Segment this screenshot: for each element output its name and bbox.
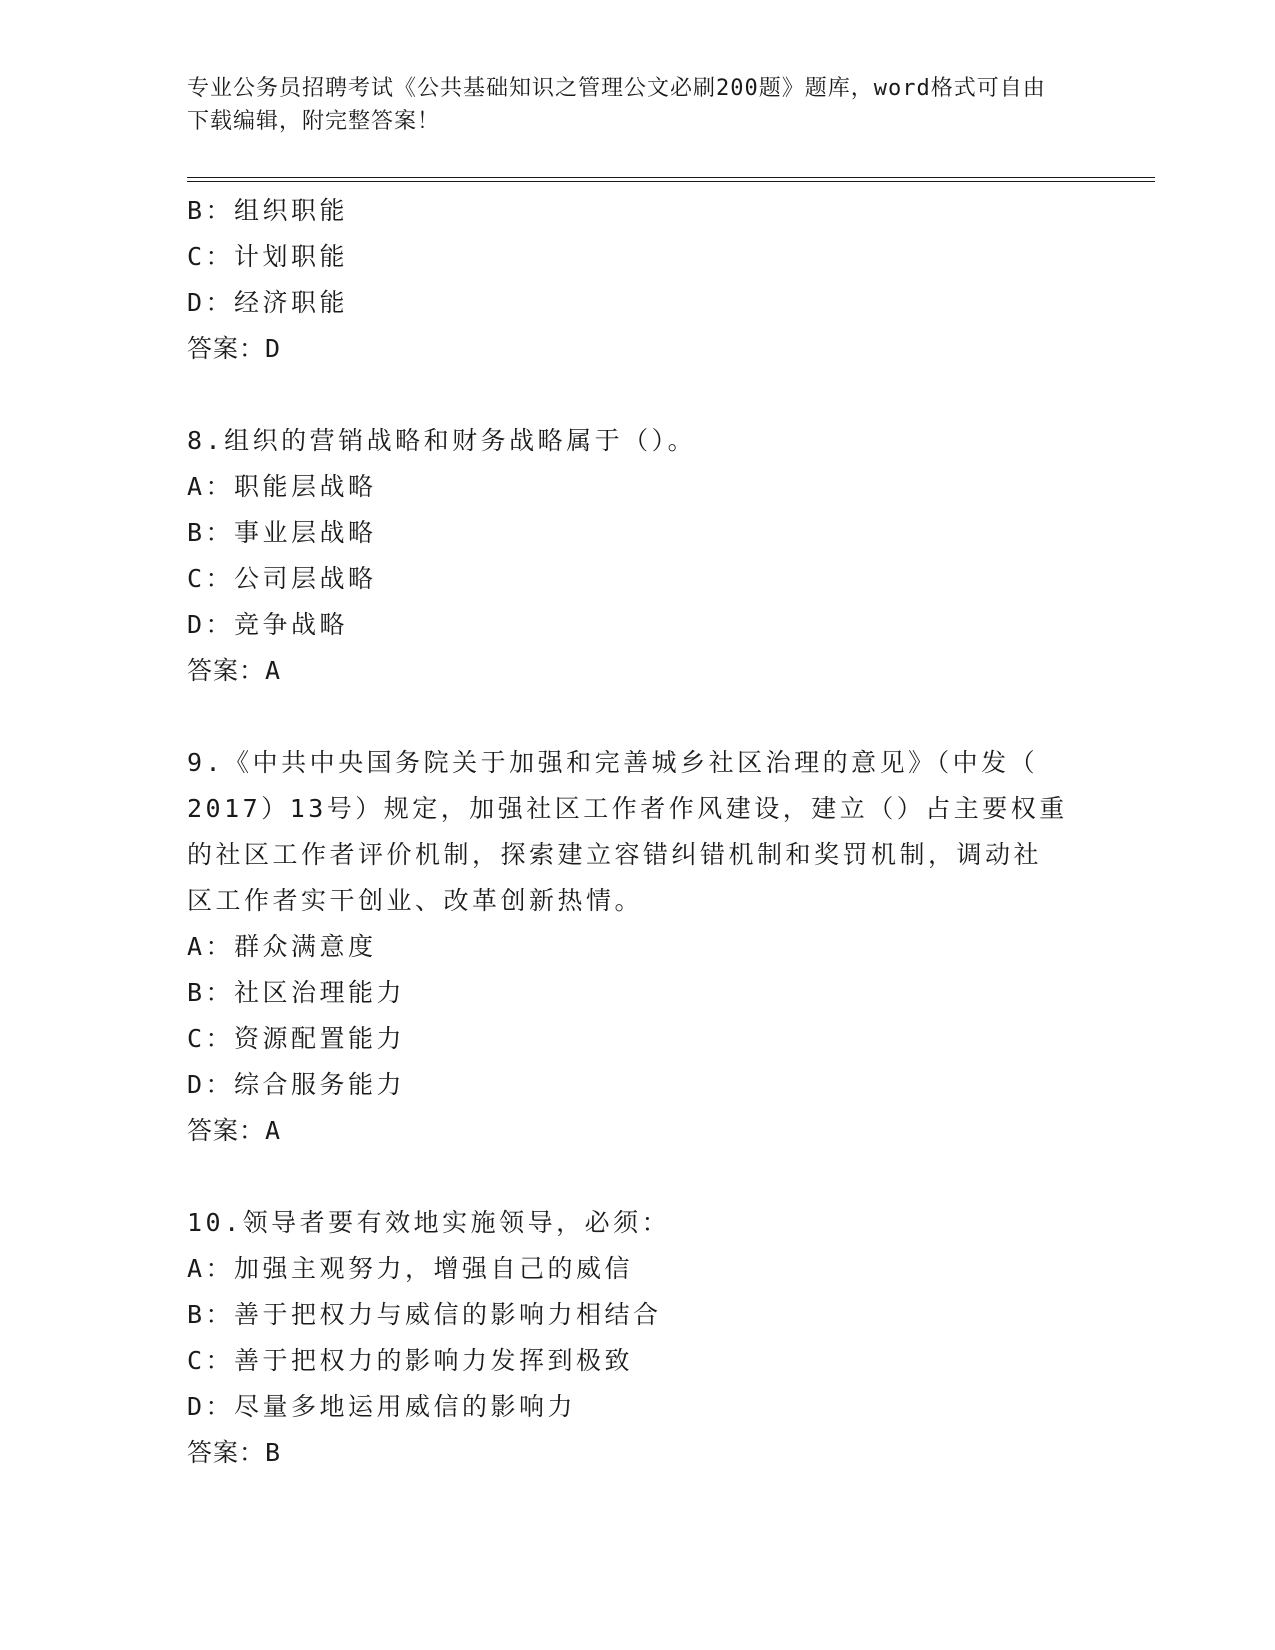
question-block-10 bbox=[187, 1200, 1087, 1476]
question-text: 10.领导者要有效地实施领导，必须： bbox=[187, 1208, 671, 1237]
option-c: C：善于把权力的影响力发挥到极致 bbox=[187, 1346, 634, 1375]
option-a: A：群众满意度 bbox=[187, 932, 377, 961]
header-divider bbox=[187, 177, 1155, 182]
option-b: B：组织职能 bbox=[187, 196, 349, 225]
question-text-line-1: 9.《中共中央国务院关于加强和完善城乡社区治理的意见》（中发（ bbox=[187, 748, 1039, 777]
option-b: B：事业层战略 bbox=[187, 518, 377, 547]
question-text-line-2: 2017）13号）规定，加强社区工作者作风建设，建立（）占主要权重 bbox=[187, 794, 1068, 823]
question-block-8 bbox=[187, 418, 1087, 694]
option-a: A：职能层战略 bbox=[187, 472, 377, 501]
option-c: C：公司层战略 bbox=[187, 564, 377, 593]
option-d: D：综合服务能力 bbox=[187, 1070, 406, 1099]
option-d: D：经济职能 bbox=[187, 288, 349, 317]
question-block-7 bbox=[187, 188, 1087, 372]
question-text-line-4: 区工作者实干创业、改革创新热情。 bbox=[187, 886, 644, 915]
option-a: A：加强主观努力，增强自己的威信 bbox=[187, 1254, 634, 1283]
question-text: 8.组织的营销战略和财务战略属于（）。 bbox=[187, 426, 697, 455]
option-b: B：社区治理能力 bbox=[187, 978, 406, 1007]
page-header: 专业公务员招聘考试《公共基础知识之管理公文必刷200题》题库，word格式可自由下载编辑，附完整答案！ bbox=[187, 76, 1046, 134]
answer-line: 答案：A bbox=[187, 1116, 282, 1145]
option-d: D：尽量多地运用威信的影响力 bbox=[187, 1392, 577, 1421]
answer-line: 答案：B bbox=[187, 1438, 282, 1467]
answer-line: 答案：D bbox=[187, 334, 282, 363]
question-text-line-3: 的社区工作者评价机制，探索建立容错纠错机制和奖罚机制，调动社 bbox=[187, 840, 1043, 869]
option-d: D：竞争战略 bbox=[187, 610, 349, 639]
question-block-9 bbox=[187, 740, 1087, 1154]
option-c: C：计划职能 bbox=[187, 242, 349, 271]
question-list bbox=[187, 188, 1087, 1476]
answer-line: 答案：A bbox=[187, 656, 282, 685]
option-b: B：善于把权力与威信的影响力相结合 bbox=[187, 1300, 662, 1329]
option-c: C：资源配置能力 bbox=[187, 1024, 406, 1053]
